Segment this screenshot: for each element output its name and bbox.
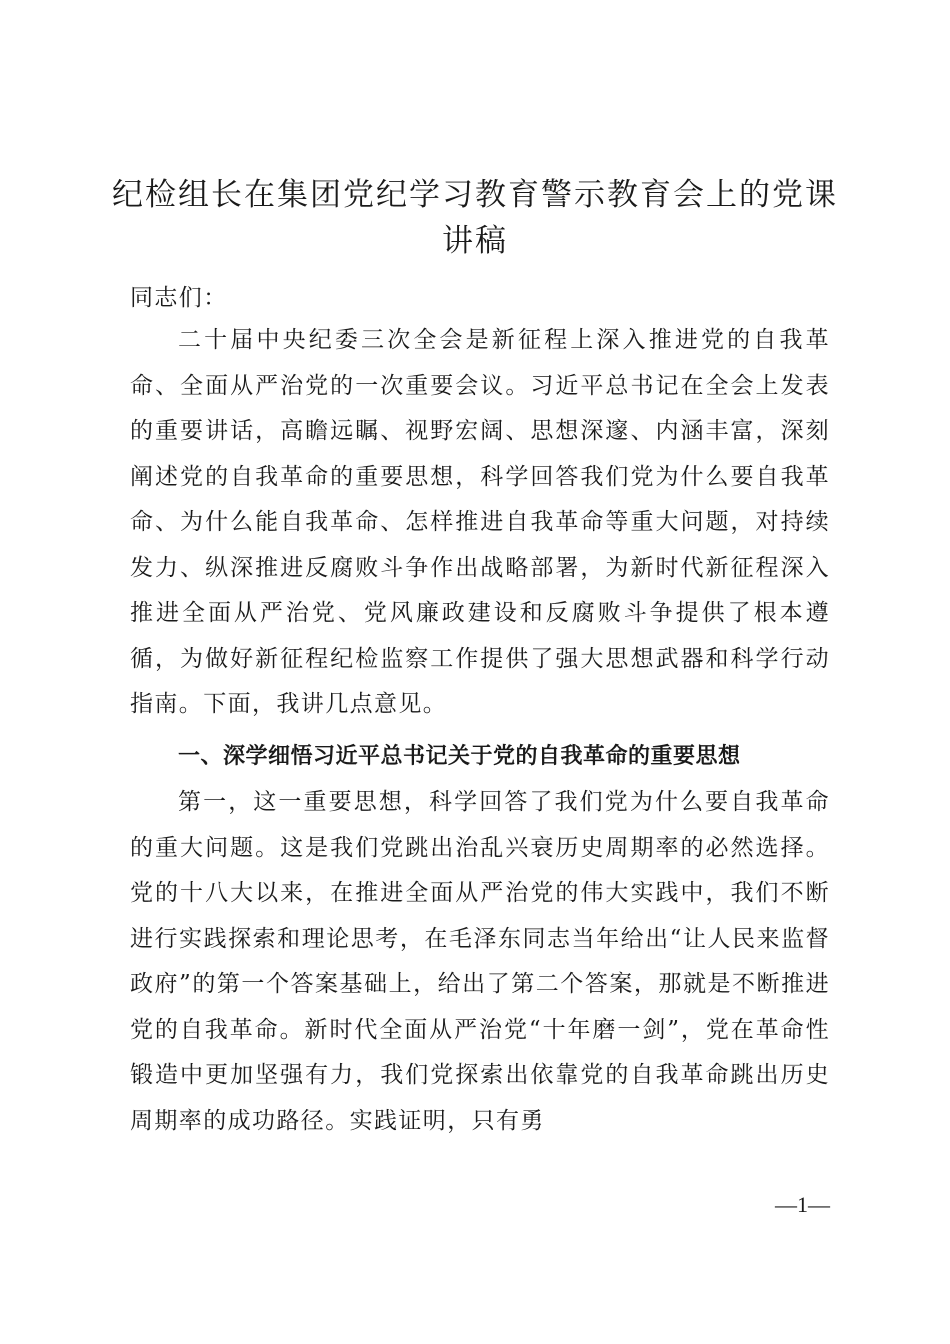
document-title: 纪检组长在集团党纪学习教育警示教育会上的党课讲稿 [112, 177, 838, 259]
section-heading: 一、深学细悟习近平总书记关于党的自我革命的重要思想 [178, 744, 741, 769]
intro-paragraph: 二十届中央纪委三次全会是新征程上深入推进党的自我革命、全面从严治党的一次重要会议。习近平总书记在全会上发表的重要讲话，高瞻远瞩、视野宏阔、思想深邃、内涵丰富，深刻阐述党的自我革命的重要思想，科学回答我们党为什么要自我革命、为什么能自我革命、怎样推进自我革命等重大问题，对持续发力、纵深推进反腐败斗争作出战略部署，为新时代新征程深入推进全面从严治党、党风廉政建设和反腐败斗争提供了根本遵循，为做好新征程纪检监察工作提供了强大思想武器和科学行动指南。下面，我讲几点意见。 [130, 327, 830, 717]
salutation: 同志们： [130, 285, 228, 311]
page-number: —1— [775, 1192, 830, 1217]
section-paragraph: 第一，这一重要思想，科学回答了我们党为什么要自我革命的重大问题。这是我们党跳出治乱兴衰历史周期率的必然选择。党的十八大以来，在推进全面从严治党的伟大实践中，我们不断进行实践探索和理论思考，在毛泽东同志当年给出“让人民来监督政府”的第一个答案基础上，给出了第二个答案，那就是不断推进党的自我革命。新时代全面从严治党“十年磨一剑”，党在革命性锻造中更加坚强有力，我们党探索出依靠党的自我革命跳出历史周期率的成功路径。实践证明，只有勇 [130, 789, 830, 1134]
